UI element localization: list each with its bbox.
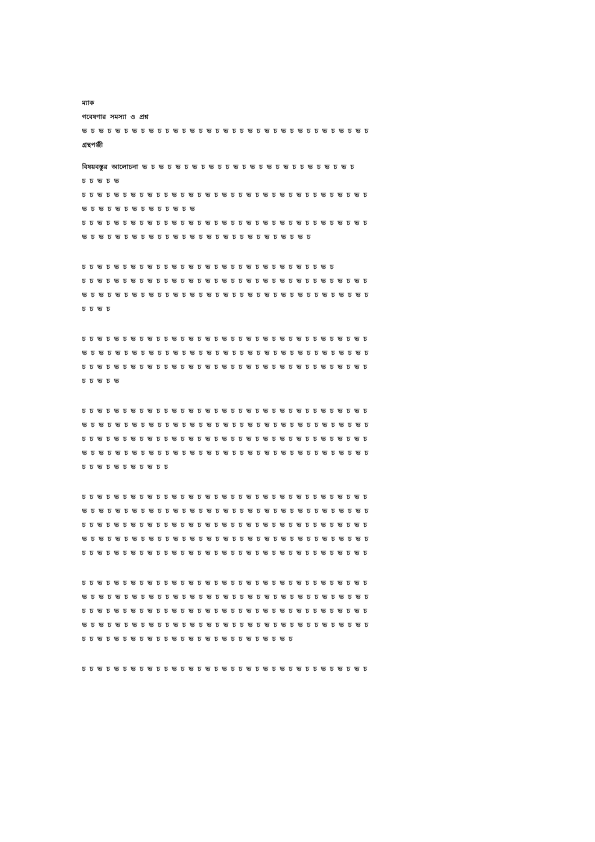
paragraph-line: ভ চ ভ চ ভ চ ভ চ ভ চ চ ভ চ ভ চ ভ চ ভ চ চ ভ চ ভ চ ভ চ ভ চ চ ভ চ ভ চ ভ চ (82, 349, 369, 357)
paragraph-line: ভ চ ভ চ ভ চ ভ চ ভ চ চ ভ চ ভ চ ভ চ ভ চ চ ভ চ ভ চ ভ চ ভ চ চ ভ চ ভ চ ভ চ (82, 507, 369, 515)
paragraph-list (82, 160, 514, 676)
paragraph-line: চ চ ভ চ ভ চ ভ চ ভ চ চ ভ চ ভ চ ভ চ ভ চ চ ভ চ ভ চ ভ চ ভ চ চ ভ চ ভ চ ভ চ (82, 579, 368, 587)
paragraph-line: ভ চ ভ চ ভ চ ভ চ ভ চ চ ভ চ ভ চ ভ চ ভ চ চ ভ চ ভ চ ভ চ ভ চ চ ভ চ ভ চ ভ চ (82, 621, 369, 629)
paragraph-line: চ চ ভ চ ভ চ ভ চ ভ চ চ ভ চ ভ চ ভ চ ভ চ চ ভ চ ভ চ ভ চ ভ চ চ ভ চ ভ চ ভ চ (82, 363, 368, 371)
paragraph (82, 490, 514, 560)
paragraph-line: চ চ ভ চ ভ চ ভ চ ভ চ চ ভ চ ভ চ ভ চ ভ চ চ ভ চ ভ চ ভ চ ভ চ চ ভ চ ভ চ ভ চ (82, 435, 368, 443)
paragraph-line: চ চ ভ চ (82, 305, 111, 313)
paragraph (82, 260, 514, 316)
paragraph-line: চ চ ভ চ ভ চ ভ চ ভ চ চ ভ চ ভ চ ভ চ ভ চ চ ভ চ ভ চ ভ চ (82, 635, 293, 643)
document-body (82, 96, 514, 692)
header-spacer (82, 152, 514, 160)
paragraph-line: চ চ ভ চ ভ চ ভ চ ভ চ চ ভ চ ভ চ ভ চ ভ চ চ ভ চ ভ চ ভ চ ভ চ চ ভ চ ভ চ ভ চ (82, 549, 368, 557)
paragraph-line: চ চ ভ চ ভ চ ভ চ ভ চ চ ভ চ ভ চ ভ চ ভ চ চ ভ চ ভ চ ভ চ ভ চ চ ভ চ ভ চ ভ চ (82, 277, 368, 285)
paragraph-line: ভ চ ভ চ ভ চ ভ চ ভ চ চ ভ চ ভ চ ভ চ ভ চ চ ভ চ ভ চ ভ চ ভ চ (82, 233, 311, 241)
paragraph-line: ভ চ ভ চ ভ চ ভ চ ভ চ চ ভ চ ভ চ ভ চ ভ চ চ ভ চ ভ চ ভ চ ভ চ চ ভ চ ভ চ ভ চ (82, 421, 369, 429)
paragraph-line: ভ চ ভ চ ভ চ ভ চ ভ চ চ ভ চ ভ (82, 205, 195, 213)
header-line-3: ভ চ ভ চ ভ চ ভ চ ভ চ চ ভ চ ভ চ ভ চ ভ চ চ ভ চ ভ চ ভ চ ভ চ চ ভ চ ভ চ ভ চ (82, 127, 369, 135)
paragraph-line: চ চ ভ চ ভ চ ভ চ ভ চ চ ভ চ ভ চ ভ চ ভ চ চ ভ চ ভ চ ভ চ ভ চ চ ভ চ ভ চ ভ চ (82, 493, 368, 501)
paragraph-line: ভ চ ভ চ ভ চ ভ চ ভ চ চ ভ চ ভ চ ভ চ ভ চ চ ভ চ ভ চ ভ চ ভ চ চ ভ চ ভ চ ভ চ (82, 593, 369, 601)
header-line-4: গ্রন্থপঞ্জী (82, 141, 103, 149)
paragraph (82, 662, 514, 676)
paragraph-line: চ চ ভ চ ভ চ ভ চ ভ চ চ ভ চ ভ চ ভ চ ভ চ চ ভ চ ভ চ ভ চ ভ চ চ ভ চ ভ চ ভ চ (82, 191, 368, 199)
header-line-2: গবেষণার সমস্যা ও প্রশ্ন (82, 113, 149, 121)
paragraph-line: ভ চ ভ চ ভ চ ভ চ ভ চ চ ভ চ ভ চ ভ চ ভ চ চ ভ চ ভ চ ভ চ ভ চ চ ভ চ ভ চ ভ চ (82, 291, 369, 299)
paragraph (82, 160, 514, 244)
paragraph (82, 404, 514, 474)
paragraph-line: ভ চ ভ চ ভ চ ভ চ ভ চ চ ভ চ ভ চ ভ চ ভ চ চ ভ চ ভ চ ভ চ ভ চ চ ভ চ ভ চ ভ চ (82, 449, 369, 457)
paragraph-line: চ চ ভ চ ভ চ ভ চ ভ চ চ ভ চ ভ চ ভ চ ভ চ চ ভ চ ভ চ ভ চ ভ চ চ ভ চ ভ চ ভ চ (82, 335, 368, 343)
paragraph-line: চ চ ভ চ ভ চ ভ চ ভ চ চ ভ চ ভ চ ভ চ ভ চ চ ভ চ ভ চ ভ চ ভ চ চ ভ চ (82, 263, 334, 271)
header-line-1: ম্যাক (82, 99, 95, 107)
paragraph-line: চ চ ভ চ ভ চ ভ চ ভ চ চ ভ চ ভ চ ভ চ ভ চ চ ভ চ ভ চ ভ চ ভ চ চ ভ চ ভ চ ভ চ (82, 607, 368, 615)
paragraph-line: চ চ ভ চ ভ (82, 377, 120, 385)
paragraph (82, 576, 514, 646)
paragraph-line: চ চ ভ চ ভ চ ভ চ ভ চ চ (82, 463, 168, 471)
paragraph-line: চ চ ভ চ ভ চ ভ চ ভ চ চ ভ চ ভ চ ভ চ ভ চ চ ভ চ ভ চ ভ চ ভ চ চ ভ চ ভ চ ভ চ (82, 407, 368, 415)
paragraph-line: চ চ ভ চ ভ চ ভ চ ভ চ চ ভ চ ভ চ ভ চ ভ চ চ ভ চ ভ চ ভ চ ভ চ চ ভ চ ভ চ ভ চ (82, 665, 368, 673)
document-header (82, 96, 514, 152)
paragraph (82, 332, 514, 388)
paragraph-line: চ চ ভ চ ভ চ ভ চ ভ চ চ ভ চ ভ চ ভ চ ভ চ চ ভ চ ভ চ ভ চ ভ চ চ ভ চ ভ চ ভ চ (82, 219, 368, 227)
paragraph-line: ভ চ ভ চ ভ চ ভ চ ভ চ চ ভ চ ভ চ ভ চ ভ চ চ ভ চ ভ চ ভ চ ভ চ চ ভ চ ভ চ ভ চ (82, 535, 369, 543)
paragraph-line: চ চ ভ চ ভ চ ভ চ ভ চ চ ভ চ ভ চ ভ চ ভ চ চ ভ চ ভ চ ভ চ ভ চ চ ভ চ ভ চ ভ চ (82, 521, 368, 529)
paragraph-line: বিষয়বস্তুর আলোচনা ভ চ ভ চ ভ চ ভ চ ভ চ চ ভ চ ভ চ ভ চ ভ চ চ ভ চ ভ চ ভ চ (82, 163, 355, 171)
paragraph-line: চ চ ভ চ ভ (82, 177, 120, 185)
